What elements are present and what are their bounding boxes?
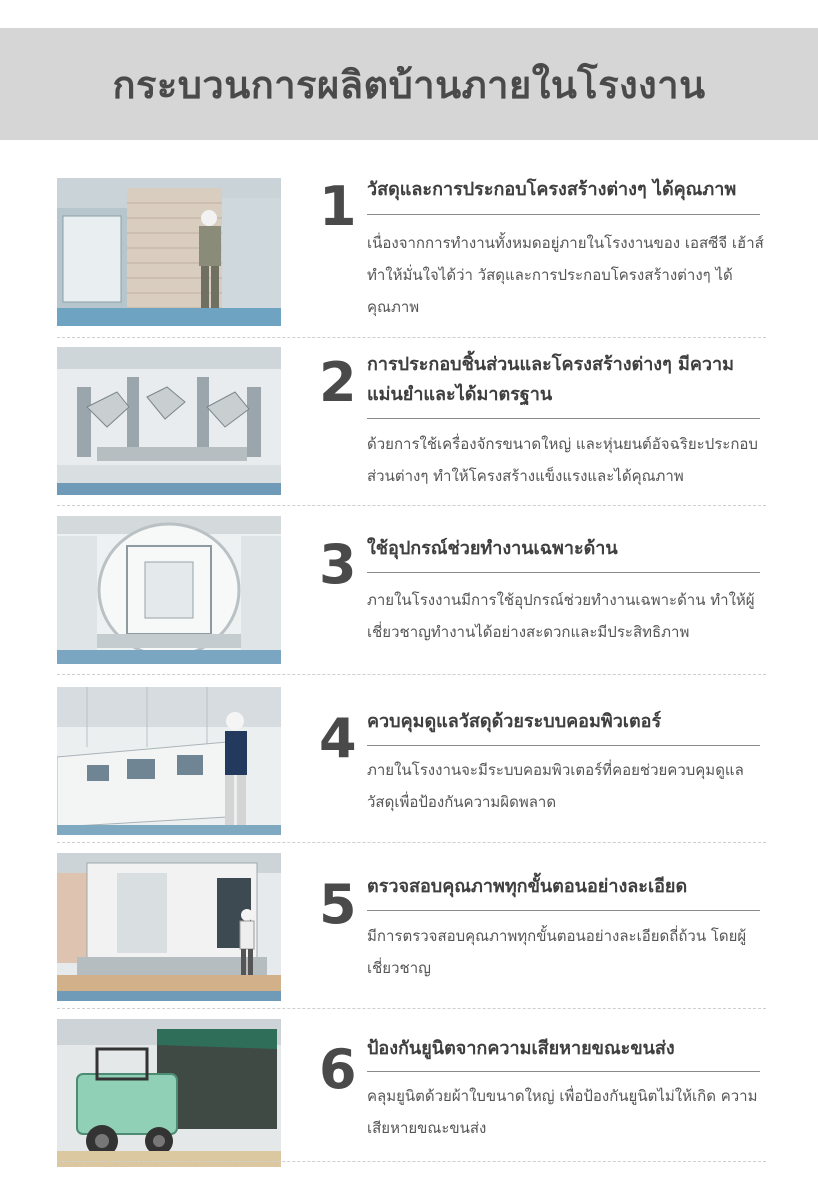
robot-line-image — [57, 347, 281, 495]
separator — [57, 505, 766, 506]
separator — [57, 1161, 766, 1162]
step-2-number: 2 — [319, 351, 357, 414]
step-4-divider — [367, 745, 760, 746]
step-2-title: การประกอบชิ้นส่วนและโครงสร้างต่างๆ มีความแม่นยำและได้มาตรฐาน — [367, 354, 735, 405]
separator — [57, 842, 766, 843]
step-4-title: ควบคุมดูแลวัสดุด้วยระบบคอมพิวเตอร์ — [367, 711, 662, 732]
separator — [57, 337, 766, 338]
step-6-divider — [367, 1071, 760, 1072]
step-3-description: ภายในโรงงานมีการใช้อุปกรณ์ช่วยทำงานเฉพาะด้าน ทำให้ผู้เชี่ยวชาญทำงานได้อย่างสะดวกและมีประสิทธิภาพ — [367, 591, 755, 641]
step-6-title: ป้องกันยูนิตจากความเสียหายขณะขนส่ง — [367, 1038, 675, 1059]
step-3-title: ใช้อุปกรณ์ช่วยทำงานเฉพาะด้าน — [367, 538, 618, 559]
step-2-divider — [367, 418, 760, 419]
step-1-photo — [57, 178, 281, 326]
step-5-description: มีการตรวจสอบคุณภาพทุกขั้นตอนอย่างละเอียดถี่ถ้วน โดยผู้เชี่ยวชาญ — [367, 927, 747, 977]
step-6-number: 6 — [319, 1038, 357, 1101]
step-2-photo — [57, 347, 281, 495]
inspection-image — [57, 853, 281, 1001]
step-6-photo — [57, 1019, 281, 1167]
forklift-image — [57, 1019, 281, 1167]
control-panel-image — [57, 687, 281, 835]
step-3-photo — [57, 516, 281, 664]
step-4-photo — [57, 687, 281, 835]
separator — [57, 1008, 766, 1009]
step-5-divider — [367, 910, 760, 911]
brick-wall-worker-image — [57, 178, 281, 326]
step-1-title: วัสดุและการประกอบโครงสร้างต่างๆ ได้คุณภาพ — [367, 179, 737, 200]
rotating-jig-image — [57, 516, 281, 664]
header-banner — [0, 28, 818, 140]
page-title: กระบวนการผลิตบ้านภายในโรงงาน — [112, 62, 706, 107]
step-5-title: ตรวจสอบคุณภาพทุกขั้นตอนอย่างละเอียด — [367, 876, 688, 897]
step-2-description: ด้วยการใช้เครื่องจักรขนาดใหญ่ และหุ่นยนต์อัจฉริยะประกอบ ส่วนต่างๆ ทำให้โครงสร้างแข็งแรงและได้คุณภาพ — [367, 435, 758, 485]
step-4-number: 4 — [319, 707, 357, 770]
step-1-divider — [367, 214, 760, 215]
step-3-number: 3 — [319, 533, 357, 596]
step-1-description: เนื่องจากการทำงานทั้งหมดอยู่ภายในโรงงานของ เอสซีจี เฮ้าส์ ทำให้มั่นใจได้ว่า วัสดุและการประกอบโครงสร้างต่างๆ ได้คุณภาพ — [367, 234, 764, 316]
step-4-description: ภายในโรงงานจะมีระบบคอมพิวเตอร์ที่คอยช่วยควบคุมดูแล วัสดุเพื่อป้องกันความผิดพลาด — [367, 761, 744, 811]
separator — [57, 674, 766, 675]
step-3-divider — [367, 572, 760, 573]
step-1-number: 1 — [319, 175, 357, 238]
step-6-description: คลุมยูนิตด้วยผ้าใบขนาดใหญ่ เพื่อป้องกันยูนิตไม่ให้เกิด ความเสียหายขณะขนส่ง — [367, 1087, 758, 1137]
step-5-number: 5 — [319, 873, 357, 936]
step-5-photo — [57, 853, 281, 1001]
